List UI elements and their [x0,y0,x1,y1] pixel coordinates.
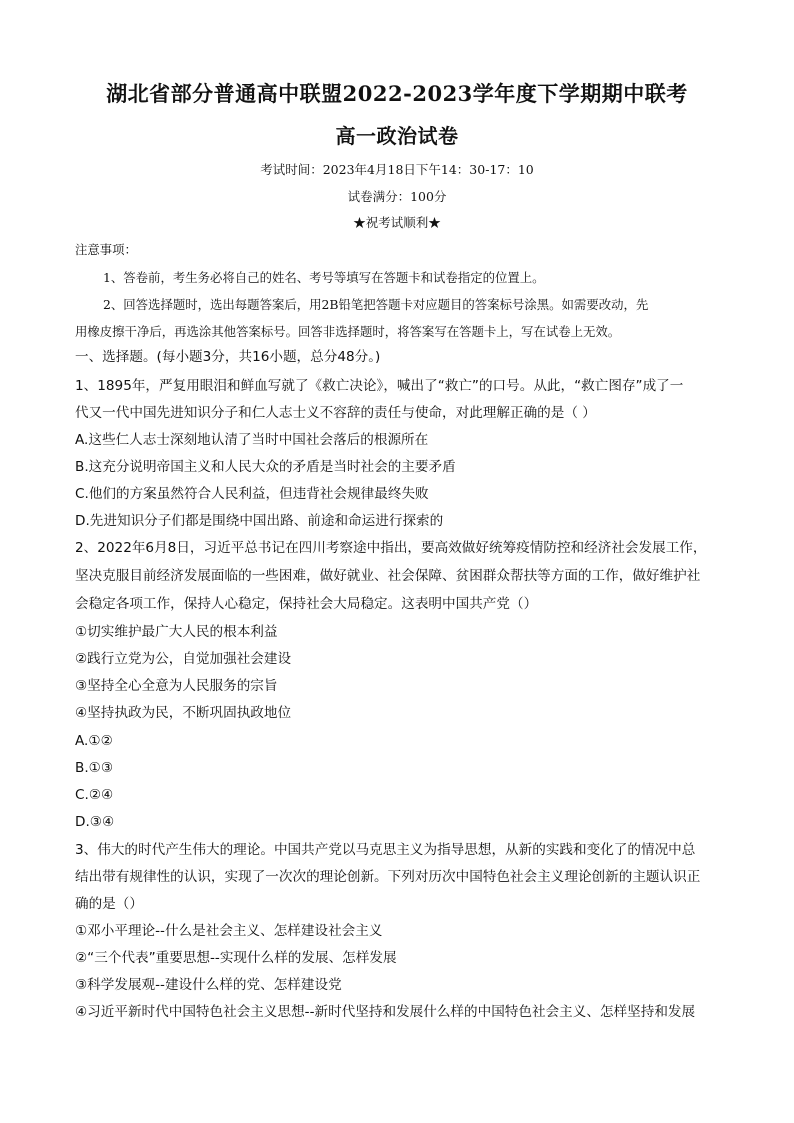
q1-option-a: A.这些仁人志士深刻地认清了当时中国社会落后的根源所在 [75,432,429,448]
q2-statement-3: ③坚持全心全意为人民服务的宗旨 [75,678,278,694]
q2-stem-line-3: 会稳定各项工作，保持人心稳定，保持社会大局稳定。这表明中国共产党（） [75,596,538,612]
exam-title: 湖北省部分普通高中联盟2022-2023学年度下学期期中联考 [106,81,688,106]
q2-option-b: B.①③ [75,760,114,776]
notice-item-1: 1、答卷前，考生务必将自己的姓名、考号等填写在答题卡和试卷指定的位置上。 [103,270,545,285]
q2-stem-line-2: 坚决克服目前经济发展面临的一些困难，做好就业、社会保障、贫困群众帮扶等方面的工作，做好维护社 [75,568,701,584]
q2-option-d: D.③④ [75,814,115,830]
full-score: 试卷满分：100分 [347,189,447,204]
q2-option-c: C.②④ [75,787,114,803]
exam-subtitle: 高一政治试卷 [335,124,459,148]
q2-statement-1: ①切实维护最广大人民的根本利益 [75,624,278,640]
q2-option-a: A.①② [75,733,113,749]
q3-stem-line-1: 3、伟大的时代产生伟大的理论。中国共产党以马克思主义为指导思想，从新的实践和变化了的情况中总 [75,842,696,858]
q1-stem-line-2: 代又一代中国先进知识分子和仁人志士义不容辞的责任与使命，对此理解正确的是（ ） [75,405,596,421]
q3-statement-2: ②“三个代表”重要思想--实现什么样的发展、怎样发展 [75,950,397,966]
q3-stem-line-2: 结出带有规律性的认识，实现了一次次的理论创新。下列对历次中国特色社会主义理论创新的主题认识正 [75,869,701,885]
q1-option-c: C.他们的方案虽然符合人民利益，但违背社会规律最终失败 [75,486,429,502]
q2-statement-4: ④坚持执政为民，不断巩固执政地位 [75,705,292,721]
good-luck-wish: ★祝考试顺利★ [353,215,441,230]
q2-stem-line-1: 2、2022年6月8日，习近平总书记在四川考察途中指出，要高效做好统筹疫情防控和经济社会发展工作， [75,540,707,556]
exam-time: 考试时间：2023年4月18日下午14：30-17：10 [260,162,534,177]
q3-statement-4: ④习近平新时代中国特色社会主义思想--新时代坚持和发展什么样的中国特色社会主义、怎样坚持和发展 [75,1004,696,1020]
notice-item-2-line-2: 用橡皮擦干净后，再选涂其他答案标号。回答非选择题时，将答案写在答题卡上，写在试卷上无效。 [75,324,621,339]
notice-heading: 注意事项： [75,242,137,257]
q3-stem-line-3: 确的是（） [75,896,143,912]
section-heading: 一、选择题。(每小题3分，共16小题，总分48分。) [75,349,381,365]
q3-statement-3: ③科学发展观--建设什么样的党、怎样建设党 [75,977,342,993]
q1-option-d: D.先进知识分子们都是围绕中国出路、前途和命运进行探索的 [75,513,444,529]
notice-item-2-line-1: 2、回答选择题时，选出每题答案后，用2B铅笔把答题卡对应题目的答案标号涂黑。如需要改动，先 [103,297,649,312]
q3-statement-1: ①邓小平理论--什么是社会主义、怎样建设社会主义 [75,923,383,939]
q2-statement-2: ②践行立党为公，自觉加强社会建设 [75,651,292,667]
q1-option-b: B.这充分说明帝国主义和人民大众的矛盾是当时社会的主要矛盾 [75,459,456,475]
q1-stem-line-1: 1、1895年，严复用眼泪和鲜血写就了《救亡决论》，喊出了“救亡”的口号。从此，“救亡图存”成了一 [75,378,684,394]
